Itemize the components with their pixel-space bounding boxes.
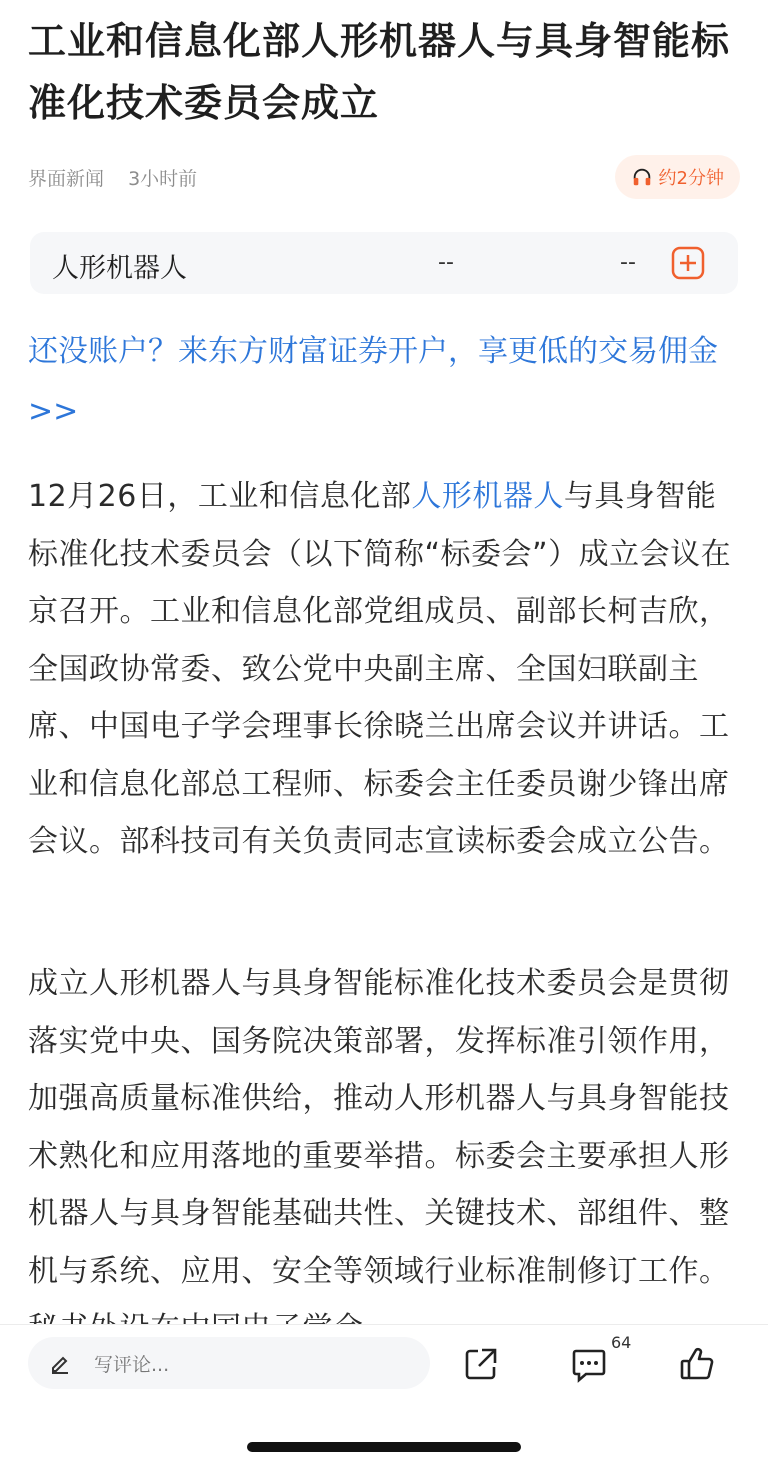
stock-price: -- bbox=[438, 250, 454, 275]
headphones-icon bbox=[631, 166, 653, 188]
paragraph-1-start: 12月26日，工业和信息化部 bbox=[28, 479, 412, 514]
listen-duration: 约2分钟 bbox=[658, 168, 724, 189]
comment-count: 64 bbox=[611, 1333, 632, 1352]
paragraph-2: 成立人形机器人与具身智能标准化技术委员会是贯彻落实党中央、国务院决策部署，发挥标准引领作用，加强高质量标准供给，推动人形机器人与具身智能技术熟化和应用落地的重要举措。标委会主要承担人形机器人与具身智能基础共性、关键技术、部组件、整机与系统、应用、安全等领域行业标准制修订工作。 bbox=[28, 966, 730, 1289]
listen-button[interactable] bbox=[615, 155, 740, 199]
thumbs-up-icon[interactable] bbox=[678, 1345, 716, 1383]
article-meta bbox=[28, 164, 197, 191]
comment-icon[interactable] bbox=[570, 1345, 608, 1383]
topic-link[interactable]: 人形机器人 bbox=[411, 479, 564, 514]
plus-square-icon[interactable] bbox=[671, 246, 705, 280]
article-time: 3小时前 bbox=[128, 168, 198, 190]
home-indicator bbox=[247, 1442, 521, 1452]
paragraph-1 bbox=[28, 468, 744, 871]
stock-change: -- bbox=[620, 250, 636, 275]
comment-input[interactable] bbox=[28, 1337, 430, 1389]
paragraph-1-rest: 与具身智能标准化技术委员会（以下简称“标委会”）成立会议在京召开。工业和信息化部党组成员、副部长柯吉欣，全国政协常委、致公党中央副主席、全国妇联副主席、中国电子学会理事长徐晓兰出席会议并讲话。工业和信息化部总工程师、标委会主任委员谢少锋出席会议。部科技司有关负责同志宣读标委会成立公告。 bbox=[28, 479, 732, 859]
comment-placeholder: 写评论... bbox=[94, 1353, 170, 1376]
stock-card[interactable] bbox=[30, 232, 738, 294]
share-icon[interactable] bbox=[462, 1345, 500, 1383]
pencil-icon bbox=[48, 1351, 72, 1375]
article-source[interactable]: 界面新闻 bbox=[28, 168, 105, 190]
article-title: 工业和信息化部人形机器人与具身智能标准化技术委员会成立 bbox=[28, 19, 731, 125]
promo-link[interactable]: 还没账户？来东方财富证券开户，享更低的交易佣金>> bbox=[28, 334, 718, 429]
bottom-toolbar bbox=[0, 1324, 768, 1466]
stock-name: 人形机器人 bbox=[52, 253, 187, 284]
